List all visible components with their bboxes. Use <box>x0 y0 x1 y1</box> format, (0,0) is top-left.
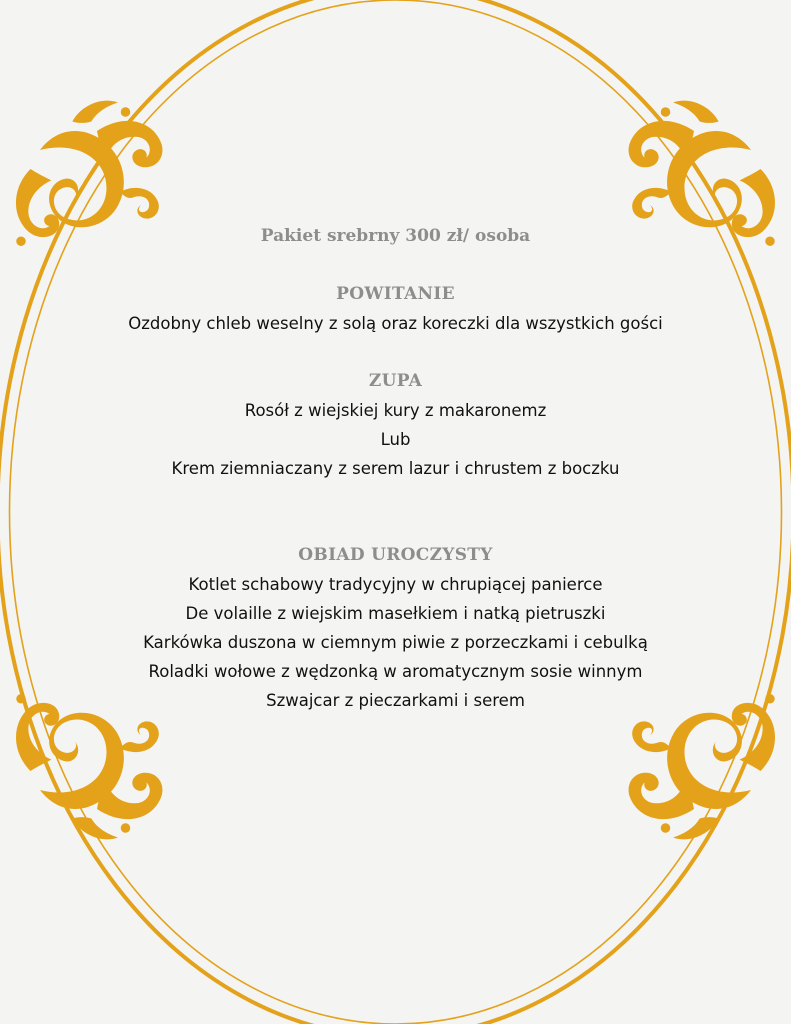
menu-item: Kotlet schabowy tradycyjny w chrupiącej panierce <box>188 575 603 594</box>
menu-item: De volaille z wiejskim masełkiem i natką pietruszki <box>185 604 606 623</box>
package-title: Pakiet srebrny 300 zł/ osoba <box>260 226 531 246</box>
menu-item: Szwajcar z pieczarkami i serem <box>266 691 525 710</box>
section-heading-welcome: POWITANIE <box>336 284 455 304</box>
menu-item: Ozdobny chleb weselny z solą oraz koreczki dla wszystkich gości <box>128 314 663 333</box>
section-heading-main-course: OBIAD UROCZYSTY <box>298 545 493 565</box>
corner-scroll-bottom-left <box>16 694 162 839</box>
menu-item: Krem ziemniaczany z serem lazur i chrustem z boczku <box>171 459 620 478</box>
corner-scroll-bottom-right <box>629 694 775 839</box>
menu-item: Karkówka duszona w ciemnym piwie z porzeczkami i cebulką <box>143 633 648 652</box>
menu-item: Roladki wołowe z wędzonką w aromatycznym sosie winnym <box>148 662 643 681</box>
menu-item: Rosół z wiejskiej kury z makaronemz <box>244 401 547 420</box>
menu-item-or: Lub <box>380 430 411 449</box>
section-heading-soup: ZUPA <box>368 371 423 391</box>
